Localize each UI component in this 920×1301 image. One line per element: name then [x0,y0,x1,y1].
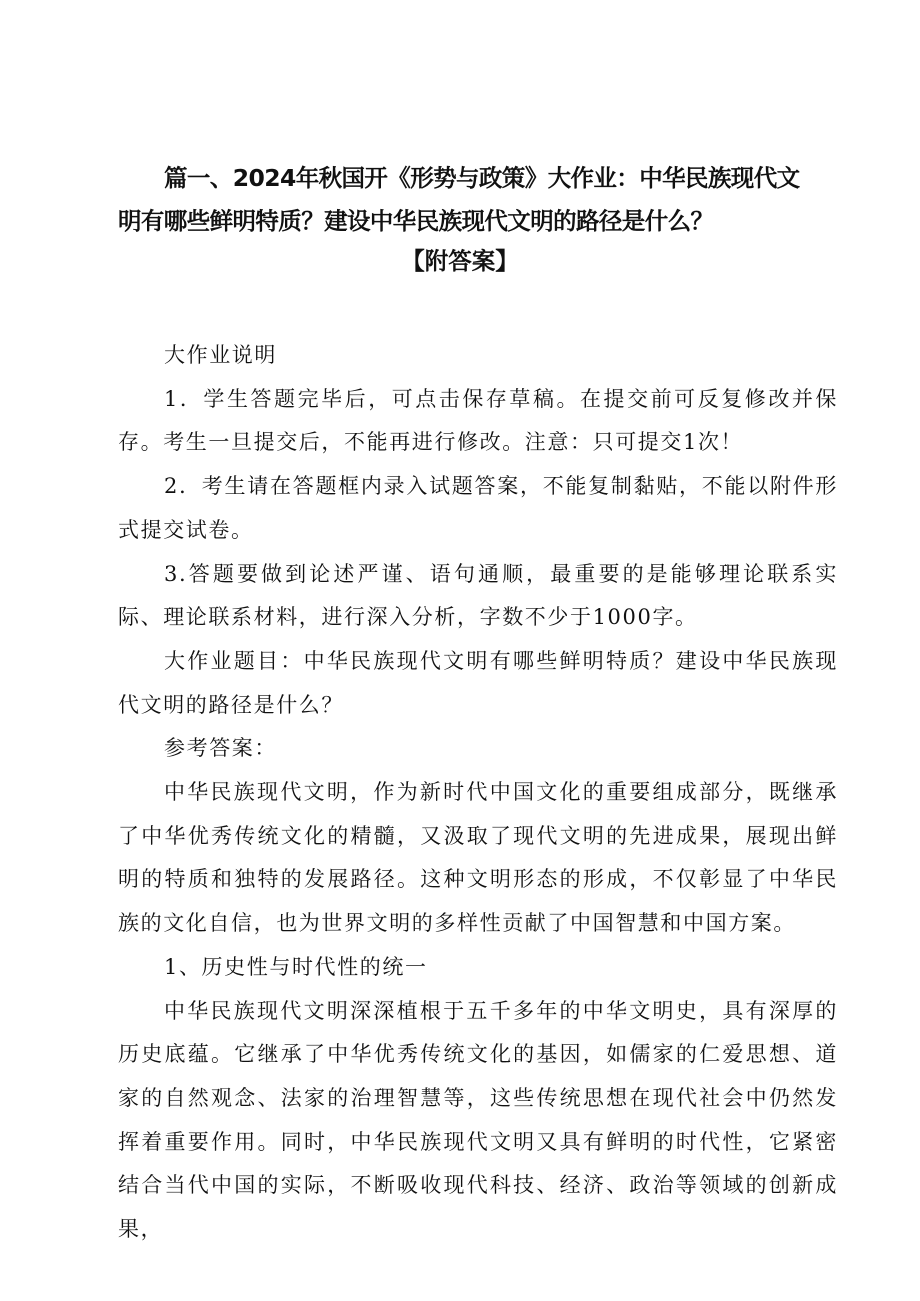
instruction-item-2: 2．考生请在答题框内录入试题答案，不能复制黏贴，不能以附件形式提交试卷。 [118,474,838,542]
answer-section-1-paragraph: 中华民族现代文明深深植根于五千多年的中华文明史，具有深厚的历史底蕴。它继承了中华优秀传统文化的基因，如儒家的仁爱思想、道家的自然观念、法家的治理智慧等，这些传统思想在现代社会中仍然发挥着重要作用。同时，中华民族现代文明又具有鲜明的时代性，它紧密结合当代中国的实际，不断吸收现代科技、经济、政治等领域的创新成果， [118,998,838,1242]
document-subtitle: 【附答案】 [401,247,519,275]
assignment-question: 大作业题目：中华民族现代文明有哪些鲜明特质？建设中华民族现代文明的路径是什么？ [118,648,838,717]
answer-section-heading-1: 1、历史性与时代性的统一 [164,954,428,979]
document-title-text: 篇一、2024年秋国开《形势与政策》大作业：中华民族现代文明有哪些鲜明特质？建设中华民族现代文明的路径是什么？ [118,164,800,235]
answer-intro-paragraph: 中华民族现代文明，作为新时代中国文化的重要组成部分，既继承了中华优秀传统文化的精髓，又汲取了现代文明的先进成果，展现出鲜明的特质和独特的发展路径。这种文明形态的形成，不仅彰显了中华民族的文化自信，也为世界文明的多样性贡献了中国智慧和中国方案。 [118,780,838,936]
instruction-item-3: 3.答题要做到论述严谨、语句通顺，最重要的是能够理论联系实际、理论联系材料，进行深入分析，字数不少于1000字。 [118,561,838,630]
section-label-instructions: 大作业说明 [164,343,277,367]
reference-answer-label: 参考答案： [164,736,277,761]
document-title [118,157,818,243]
instruction-item-1: 1．学生答题完毕后，可点击保存草稿。在提交前可反复修改并保存。考生一旦提交后，不能再进行修改。注意：只可提交1次！ [118,386,838,455]
document-body [118,334,838,1252]
